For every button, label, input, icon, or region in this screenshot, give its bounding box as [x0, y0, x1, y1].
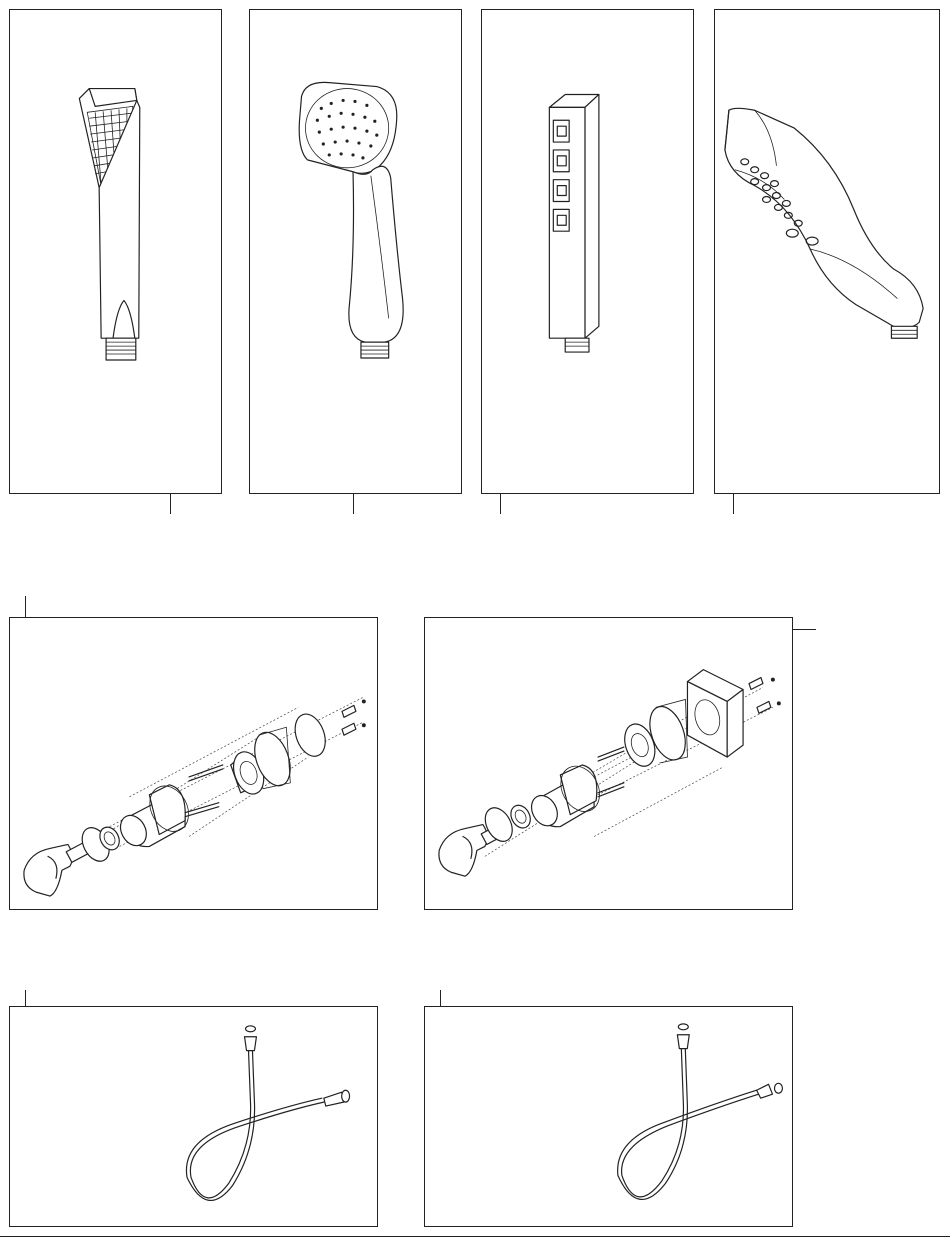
callout-tick-1: [170, 494, 171, 514]
wall-bracket-round-panel: [9, 617, 378, 910]
hose-panel-1: [9, 1006, 378, 1227]
wall-bracket-square-exploded-view: [425, 618, 792, 909]
callout-tick-5: [25, 596, 26, 617]
callout-tick-2: [353, 494, 354, 514]
wall-bracket-square-panel: [424, 617, 793, 910]
callout-tick-3: [500, 494, 501, 514]
hose-2-drawing: [425, 1007, 792, 1226]
wall-bracket-round-exploded-view: [10, 618, 377, 909]
handshower-panel-1: [9, 9, 222, 494]
ergonomic-handshower-drawing: [715, 10, 939, 493]
callout-tick-6: [793, 629, 816, 630]
handshower-panel-2: [249, 9, 462, 494]
hose-1-drawing: [10, 1007, 377, 1226]
square-stick-handshower-drawing: [482, 10, 693, 493]
page-bottom-rule: [0, 1236, 950, 1237]
handshower-panel-3: [481, 9, 694, 494]
callout-tick-4: [733, 494, 734, 514]
hose-panel-2: [424, 1006, 793, 1227]
callout-tick-7: [25, 990, 26, 1006]
handshower-panel-4: [714, 9, 940, 494]
slim-rectangular-handshower-drawing: [10, 10, 221, 493]
round-handshower-drawing: [250, 10, 461, 493]
callout-tick-8: [440, 990, 441, 1006]
